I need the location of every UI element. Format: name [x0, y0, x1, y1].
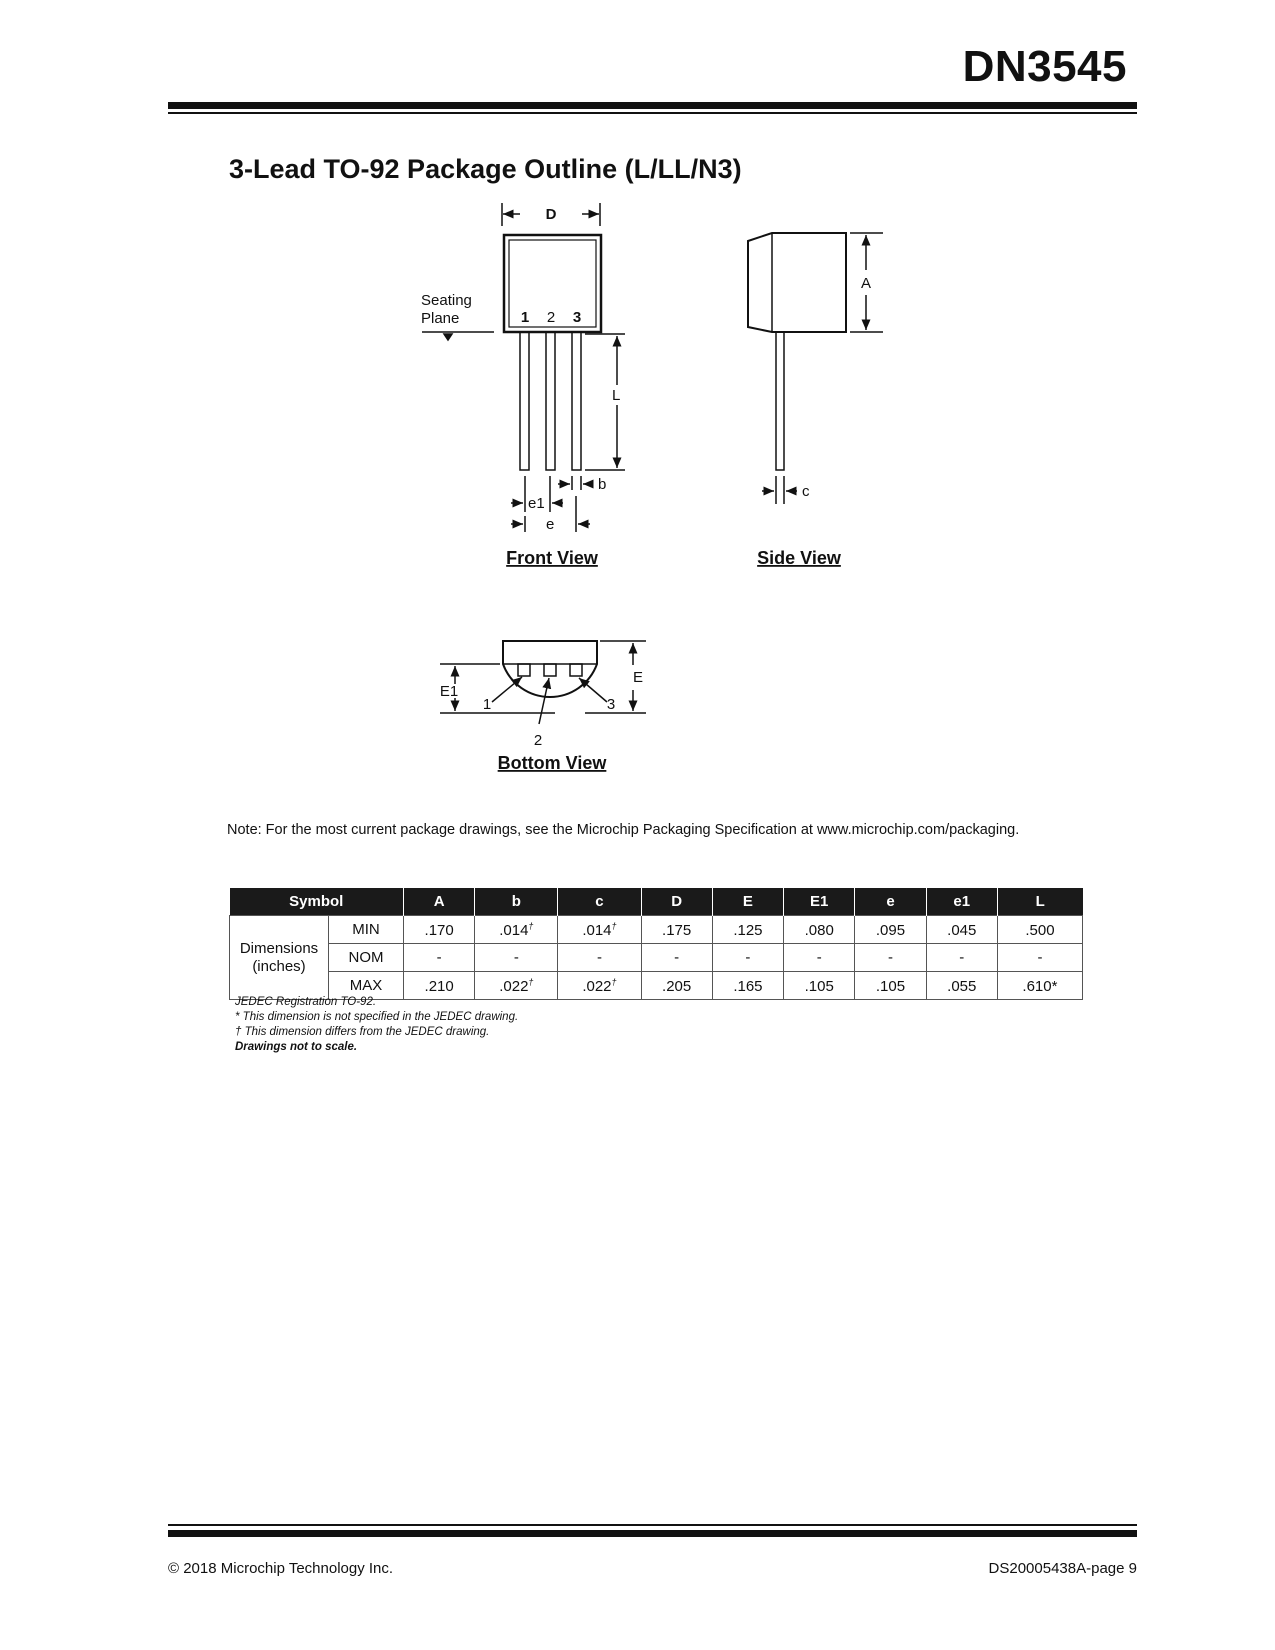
- column-header: c: [558, 888, 641, 916]
- footnote-not-to-scale: Drawings not to scale.: [235, 1041, 358, 1053]
- cell-value: -: [596, 949, 602, 966]
- cell-value: -: [816, 949, 822, 966]
- bottom-pin-1-label: 1: [482, 696, 492, 713]
- cell-value: .500: [1025, 921, 1055, 939]
- table-cell: [475, 972, 558, 1000]
- front-view-diagram: [422, 203, 625, 532]
- table-cell: [404, 972, 475, 1000]
- table-cell: [475, 916, 558, 944]
- cell-value: .022: [582, 977, 612, 995]
- cell-value: -: [513, 949, 519, 966]
- footer-rule-thick: [168, 1530, 1137, 1537]
- column-header: E: [712, 888, 783, 916]
- column-header: A: [404, 888, 475, 916]
- dim-label-E: E: [632, 669, 644, 686]
- dim-label-E1: E1: [439, 683, 459, 700]
- table-cell: [784, 916, 855, 944]
- table-cell: [558, 972, 641, 1000]
- symbol-header: Symbol: [230, 888, 404, 916]
- dim-label-b: b: [598, 476, 607, 493]
- row-label: NOM: [329, 944, 404, 972]
- cell-value: -: [959, 949, 965, 966]
- packaging-note: Note: For the most current package drawings, see the Microchip Packaging Specification at www.microchip.com/packaging.: [227, 822, 1020, 838]
- front-view-caption: Front View: [506, 548, 598, 568]
- front-pin-2-label: 2: [546, 309, 556, 326]
- part-number-heading: DN3545: [962, 42, 1127, 91]
- table-cell: [404, 916, 475, 944]
- cell-value: .125: [733, 921, 763, 939]
- page-label: DS20005438A-page 9: [988, 1560, 1137, 1577]
- table-row: [230, 944, 1083, 972]
- table-cell: [855, 916, 926, 944]
- cell-mark: †: [528, 976, 534, 987]
- table-row: [230, 916, 1083, 944]
- table-cell: [855, 972, 926, 1000]
- seating-plane-label-1: Seating: [421, 292, 472, 309]
- cell-value: .055: [947, 977, 977, 995]
- cell-value: .105: [875, 977, 906, 995]
- table-cell: [475, 944, 558, 972]
- table-cell: [712, 916, 783, 944]
- table-header-row: [230, 888, 1083, 916]
- side-view-diagram: [748, 233, 883, 504]
- column-header: e1: [926, 888, 997, 916]
- cell-value: .210: [424, 977, 454, 995]
- table-cell: [926, 972, 997, 1000]
- cell-value: .014: [582, 921, 612, 939]
- dim-label-L: L: [612, 387, 621, 404]
- row-label: MIN: [329, 916, 404, 944]
- dimensions-group-label: [230, 916, 329, 1000]
- cell-value: -: [887, 949, 893, 966]
- footer-rule-thin: [168, 1524, 1137, 1526]
- column-header: E1: [784, 888, 855, 916]
- cell-value: .105: [804, 977, 834, 995]
- footnote-asterisk: * This dimension is not specified in the JEDEC drawing.: [235, 1011, 519, 1023]
- cell-value: .022: [499, 977, 529, 995]
- cell-value: .170: [424, 921, 454, 939]
- table-cell: [784, 944, 855, 972]
- table-cell: [558, 944, 641, 972]
- side-view-caption: Side View: [757, 548, 841, 568]
- group-label-line-1: Dimensions: [239, 939, 319, 957]
- table-cell: [997, 972, 1082, 1000]
- bottom-pin-3-label: 3: [606, 696, 616, 713]
- cell-value: -: [745, 949, 751, 966]
- table-cell: [558, 916, 641, 944]
- dim-label-D: D: [545, 206, 557, 223]
- table-cell: [997, 916, 1082, 944]
- bottom-pin-2-label: 2: [533, 732, 543, 749]
- table-cell: [641, 972, 712, 1000]
- footnote-jedec: JEDEC Registration TO-92.: [235, 996, 377, 1008]
- cell-value: .045: [947, 921, 977, 939]
- cell-value: .080: [804, 921, 834, 939]
- row-label: MAX: [329, 972, 404, 1000]
- table-cell: [926, 944, 997, 972]
- table-cell: [997, 944, 1082, 972]
- cell-value: -: [436, 949, 442, 966]
- table-cell: [641, 916, 712, 944]
- dim-label-e1: e1: [528, 495, 545, 512]
- column-header: e: [855, 888, 926, 916]
- dim-label-c: c: [802, 483, 810, 500]
- table-cell: [784, 972, 855, 1000]
- table-cell: [855, 944, 926, 972]
- cell-mark: †: [611, 976, 617, 987]
- cell-value: .205: [662, 977, 692, 995]
- group-label-line-2: (inches): [252, 957, 306, 975]
- cell-value: .095: [875, 921, 906, 939]
- bottom-view-caption: Bottom View: [497, 753, 607, 773]
- table-cell: [641, 944, 712, 972]
- seating-plane-label-2: Plane: [421, 310, 460, 327]
- column-header: D: [641, 888, 712, 916]
- cell-value: .165: [733, 977, 763, 995]
- column-header: b: [475, 888, 558, 916]
- front-pin-3-label: 3: [572, 309, 582, 326]
- section-title: 3-Lead TO-92 Package Outline (L/LL/N3): [229, 154, 742, 184]
- front-pin-1-label: 1: [520, 309, 530, 326]
- cell-value: .014: [499, 921, 529, 939]
- column-header: L: [997, 888, 1082, 916]
- dim-label-e: e: [546, 516, 555, 533]
- copyright-text: © 2018 Microchip Technology Inc.: [168, 1560, 394, 1577]
- table-cell: [712, 944, 783, 972]
- table-cell: [404, 944, 475, 972]
- package-outline-drawing: [0, 0, 1275, 800]
- cell-mark: †: [528, 920, 534, 931]
- footnote-dagger: † This dimension differs from the JEDEC drawing.: [235, 1026, 490, 1038]
- cell-mark: †: [611, 920, 617, 931]
- dimensions-table: [229, 888, 1083, 1000]
- cell-value: .610*: [1022, 977, 1058, 995]
- cell-value: .175: [662, 921, 692, 939]
- cell-value: -: [674, 949, 680, 966]
- table-cell: [712, 972, 783, 1000]
- dim-label-A: A: [861, 275, 872, 292]
- cell-value: -: [1037, 949, 1043, 966]
- table-cell: [926, 916, 997, 944]
